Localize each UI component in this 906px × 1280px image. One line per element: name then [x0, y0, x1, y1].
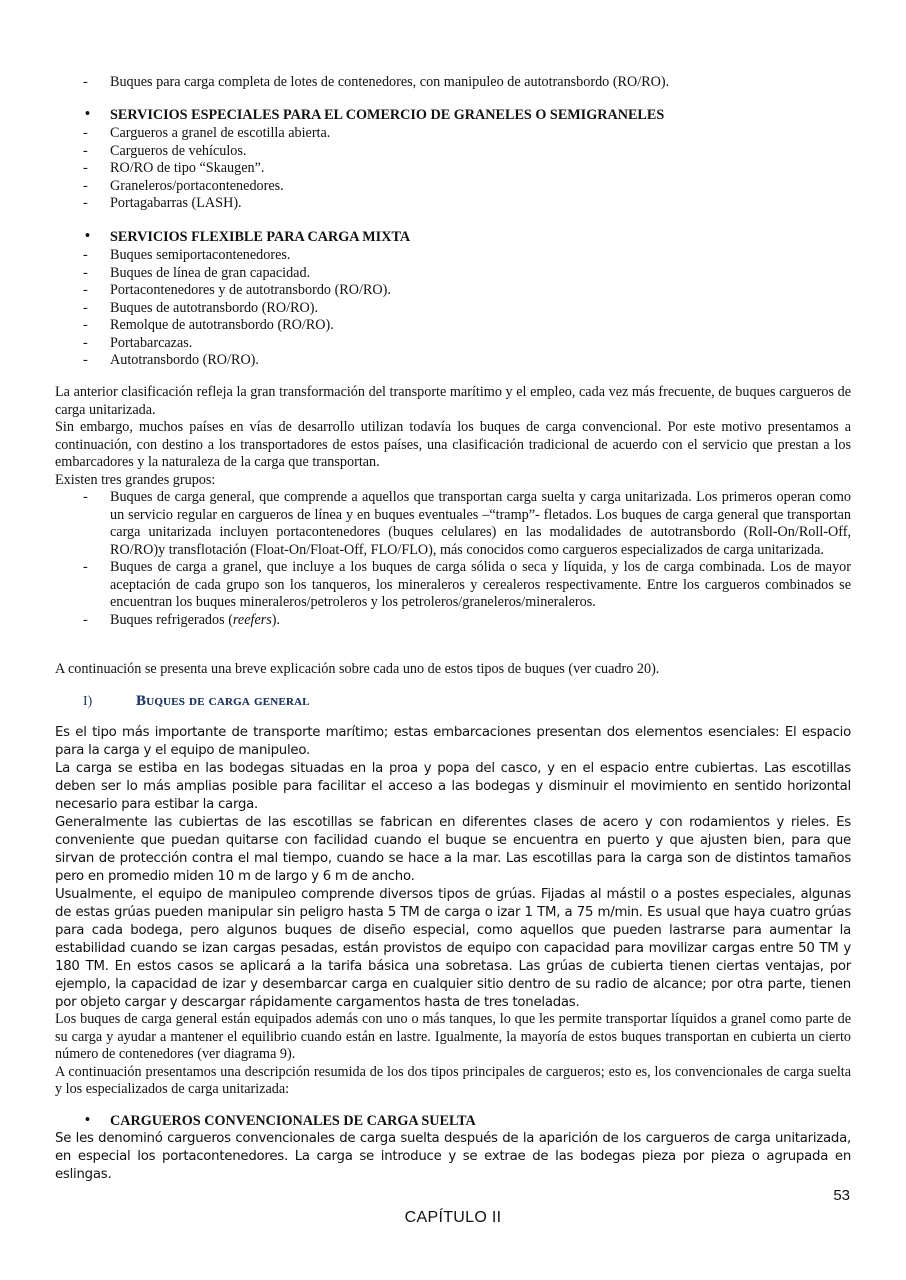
reefers-suffix: ).	[271, 611, 281, 628]
list-item: - Buques de carga a granel, que incluye a los buques de carga sólida o seca y líquida, y los de carga combinada. Los de mayor aceptación de cada grupo son los tanqueros, los mineraleros y cerealeros respectivamente. Entre los cargueros combinados se encuentran los buques mineraleros/petroleros y los petroleros/graneleros/mineraleros.	[83, 559, 851, 612]
list-item: - Buques de línea de gran capacidad.	[83, 265, 853, 283]
page-number: 53	[833, 1187, 850, 1204]
continuation-paragraph: A continuación se presenta una breve explicación sobre cada uno de estos tipos de buques (ver cuadro 20).	[55, 661, 660, 677]
list-item: - Graneleros/portacontenedores.	[83, 178, 853, 196]
list-item	[83, 612, 851, 630]
suelta-paragraph: Se les denominó cargueros convencionales de carga suelta después de la aparición de los cargueros de carga unitarizada, en especial los portacontenedores. La carga se introduce y se extrae de las bodegas pieza por pieza o agrupada en eslingas.	[55, 1131, 851, 1182]
list-item: - Buques de carga general, que comprende a aquellos que transportan carga suelta y carga unitarizada. Los primeros operan como un servicio regular en cargueros de línea y en buques eventuales –“tramp”- fletados. Los buques de carga general que transportan carga unitarizada incluyen portacontenedores (buques celulares) en las modalidades de autotransbordo (Roll-On/Roll-Off, RO/RO)y transflotación (Float-On/Float-Off, FLO/FLO), más conocidos como cargueros especializados de carga unitarizada.	[83, 489, 851, 559]
heading-mixta: • SERVICIOS FLEXIBLE PARA CARGA MIXTA	[83, 229, 880, 247]
list-item: - Autotransbordo (RO/RO).	[83, 352, 853, 370]
paragraph: A continuación presentamos una descripción resumida de los dos tipos principales de cargueros; esto es, los convencionales de carga suelta y los especializados de carga unitarizada:	[55, 1063, 851, 1097]
list-item: - Buques para carga completa de lotes de contenedores, con manipuleo de autotransbordo (RO/RO).	[83, 74, 853, 92]
paragraph: Los buques de carga general están equipados además con uno o más tanques, lo que les permite transportar líquidos a granel como parte de su carga y ayudar a mantener el equilibrio cuando están en lastre. Igualmente, la mayoría de estos buques transportan en cubierta un cierto número de contenedores (ver diagrama 9).	[55, 1011, 851, 1062]
chapter-footer: CAPÍTULO II	[404, 1209, 502, 1226]
heading-graneles: • SERVICIOS ESPECIALES PARA EL COMERCIO DE GRANELES O SEMIGRANELES	[83, 107, 880, 125]
body-sans-block	[55, 724, 851, 1012]
heading-suelta: • CARGUEROS CONVENCIONALES DE CARGA SUELTA	[83, 1113, 880, 1131]
paragraph: Sin embargo, muchos países en vías de desarrollo utilizan todavía los buques de carga convencional. Por este motivo presentamos a continuación, con destino a los transportadores de estos países, una clasificación tradicional de acuerdo con el servicio que prestan a los embarcadores y la naturaleza de la carga que transportan.	[55, 419, 851, 470]
paragraph: Existen tres grandes grupos:	[55, 471, 216, 488]
paragraph: Usualmente, el equipo de manipuleo comprende diversos tipos de grúas. Fijadas al mástil o a postes especiales, algunas de estas grúas pueden manipular sin peligro hasta 5 TM de carga o izar 1 TM, a 75 m/min. Es usual que haya cuatro grúas para cada bodega, pero algunos buques de diseño especial, como aquellos que pueden lastrarse para aumentar la estabilidad cuando se izan cargas pesadas, están provistos de equipo con capacidad para movilizar cargas entre 50 TM y 180 TM. En estos casos se aplicará a la tarifa básica una sobretasa. Las grúas de cubierta tienen ciertas ventajas, por ejemplo, la capacidad de izar y desembarcar carga en cualquier sitio dentro de su radio de alcance; por otra parte, tienen por objeto cargar y descargar rápidamente cargamentos hasta de tres toneladas.	[55, 887, 851, 1010]
list-item: - Remolque de autotransbordo (RO/RO).	[83, 317, 853, 335]
list-item: - RO/RO de tipo “Skaugen”.	[83, 160, 853, 178]
top-list	[83, 74, 853, 92]
paragraph: Es el tipo más importante de transporte marítimo; estas embarcaciones presentan dos elementos esenciales: El espacio para la carga y el equipo de manipuleo.	[55, 725, 851, 758]
list-item: - Portabarcazas.	[83, 335, 853, 353]
paragraph: La carga se estiba en las bodegas situadas en la proa y popa del casco, y en el espacio entre cubiertas. Las escotillas deben ser lo más amplias posible para facilitar el acceso a las bodegas y disminuir el movimiento en sentido horizontal necesario para estibar la carga.	[55, 761, 851, 812]
list-item: - Buques de autotransbordo (RO/RO).	[83, 300, 853, 318]
list-item: - Cargueros a granel de escotilla abierta.	[83, 125, 853, 143]
section-title: Buques de carga general	[136, 693, 310, 709]
reefers-prefix: Buques refrigerados (	[110, 611, 233, 628]
list-item: - Portagabarras (LASH).	[83, 195, 853, 213]
list-mixta	[83, 247, 853, 370]
section-number: I)	[83, 694, 93, 709]
intro-block	[55, 384, 851, 489]
list-item: - Cargueros de vehículos.	[83, 143, 853, 161]
reefers-italic: reefers	[232, 611, 272, 628]
paragraph: Generalmente las cubiertas de las escotillas se fabrican en diferentes clases de acero y con rodamientos y rieles. Es conveniente que puedan quitarse con facilidad cuando el buque se encuentra en puerto y que ajusten bien, para que sirvan de protección contra el mal tiempo, cuando se hace a la mar. Las escotillas para la carga son de distintos tamaños pero en promedio miden 10 m de largo y 6 m de ancho.	[55, 815, 851, 884]
list-item: - Buques semiportacontenedores.	[83, 247, 853, 265]
list-graneles	[83, 125, 853, 213]
paragraph: La anterior clasificación refleja la gran transformación del transporte marítimo y el empleo, cada vez más frecuente, de buques cargueros de carga unitarizada.	[55, 384, 851, 418]
list-item: - Portacontenedores y de autotransbordo (RO/RO).	[83, 282, 853, 300]
groups-list	[83, 489, 851, 629]
body-serif-block	[55, 1011, 851, 1099]
